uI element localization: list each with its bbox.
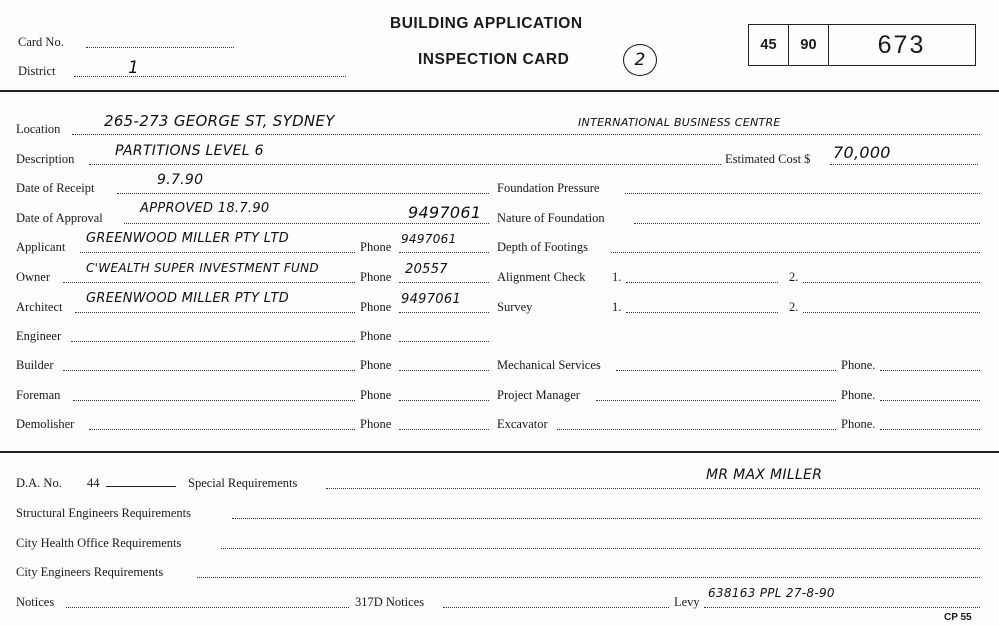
excavator-phone-label: Phone. xyxy=(841,417,876,431)
owner-label: Owner xyxy=(16,270,51,284)
architect-label: Architect xyxy=(16,300,63,314)
architect-phone-field[interactable] xyxy=(399,312,489,313)
levy-label: Levy xyxy=(674,595,700,609)
alignment-check-1-field[interactable] xyxy=(626,282,778,283)
mechanical-services-phone-label: Phone. xyxy=(841,358,876,372)
da-no-line xyxy=(106,486,176,487)
nature-of-foundation-label: Nature of Foundation xyxy=(497,211,605,225)
owner-phone-field[interactable] xyxy=(399,282,489,283)
project-manager-phone-label: Phone. xyxy=(841,388,876,402)
applicant-label: Applicant xyxy=(16,240,66,254)
divider-top xyxy=(0,90,999,92)
survey-2-field[interactable] xyxy=(803,312,980,313)
owner-phone: 20557 xyxy=(405,262,448,277)
location-label: Location xyxy=(16,122,61,136)
city-engineers-field[interactable] xyxy=(197,577,980,578)
survey-1-field[interactable] xyxy=(626,312,778,313)
depth-of-footings-field[interactable] xyxy=(611,252,980,253)
project-manager-phone-field[interactable] xyxy=(880,400,980,401)
excavator-phone-field[interactable] xyxy=(880,429,980,430)
date-of-approval-extra: 9497061 xyxy=(408,203,482,222)
mechanical-services-field[interactable] xyxy=(616,370,836,371)
card-no-label: Card No. xyxy=(18,35,64,49)
da-no-label: D.A. No. xyxy=(16,476,62,490)
owner-phone-label: Phone xyxy=(360,270,392,284)
structural-engineers-field[interactable] xyxy=(232,518,980,519)
architect-value: GREENWOOD MILLER PTY LTD xyxy=(86,291,289,306)
engineer-label: Engineer xyxy=(16,329,62,343)
levy-value: 638163 PPL 27-8-90 xyxy=(708,586,835,600)
applicant-value: GREENWOOD MILLER PTY LTD xyxy=(86,231,289,246)
applicant-phone: 9497061 xyxy=(401,232,457,246)
reference-box xyxy=(748,24,976,66)
applicant-field[interactable] xyxy=(80,252,355,253)
description-label: Description xyxy=(16,152,75,166)
applicant-phone-label: Phone xyxy=(360,240,392,254)
ref-cell-1: 45 xyxy=(749,25,789,65)
engineer-phone-label: Phone xyxy=(360,329,392,343)
ref-cell-3: 673 xyxy=(877,30,926,59)
location-field[interactable] xyxy=(72,134,980,135)
city-health-label: City Health Office Requirements xyxy=(16,536,182,550)
levy-field[interactable] xyxy=(704,607,980,608)
foundation-pressure-field[interactable] xyxy=(625,193,980,194)
architect-field[interactable] xyxy=(75,312,355,313)
circled-number-text: 2 xyxy=(634,50,646,70)
foundation-pressure-label: Foundation Pressure xyxy=(497,181,600,195)
excavator-field[interactable] xyxy=(557,429,836,430)
demolisher-phone-label: Phone xyxy=(360,417,392,431)
district-field[interactable] xyxy=(74,76,346,77)
foreman-phone-field[interactable] xyxy=(399,400,489,401)
title-line1: BUILDING APPLICATION xyxy=(390,15,583,32)
demolisher-label: Demolisher xyxy=(16,417,75,431)
special-requirements-field[interactable] xyxy=(326,488,980,489)
city-health-field[interactable] xyxy=(221,548,980,549)
district-value: 1 xyxy=(128,58,140,78)
location-value: 265-273 GEORGE ST, SYDNEY xyxy=(104,112,335,130)
builder-label: Builder xyxy=(16,358,54,372)
mechanical-services-label: Mechanical Services xyxy=(497,358,601,372)
317d-notices-label: 317D Notices xyxy=(355,595,425,609)
circled-number xyxy=(623,44,657,76)
city-engineers-label: City Engineers Requirements xyxy=(16,565,164,579)
location-note: INTERNATIONAL BUSINESS CENTRE xyxy=(578,116,781,129)
alignment-check-label: Alignment Check xyxy=(497,270,586,284)
alignment-check-2-label: 2. xyxy=(789,270,799,284)
alignment-check-1-label: 1. xyxy=(612,270,622,284)
date-of-receipt-label: Date of Receipt xyxy=(16,181,95,195)
builder-phone-label: Phone xyxy=(360,358,392,372)
estimated-cost-label: Estimated Cost $ xyxy=(725,152,811,166)
builder-phone-field[interactable] xyxy=(399,370,489,371)
nature-of-foundation-field[interactable] xyxy=(634,223,980,224)
mechanical-services-phone-field[interactable] xyxy=(880,370,980,371)
project-manager-field[interactable] xyxy=(596,400,836,401)
foreman-field[interactable] xyxy=(73,400,355,401)
date-of-approval-label: Date of Approval xyxy=(16,211,103,225)
date-of-approval-field[interactable] xyxy=(124,223,489,224)
owner-field[interactable] xyxy=(63,282,355,283)
notices-field[interactable] xyxy=(66,607,349,608)
notices-label: Notices xyxy=(16,595,55,609)
survey-1-label: 1. xyxy=(612,300,622,314)
excavator-label: Excavator xyxy=(497,417,548,431)
description-value: PARTITIONS LEVEL 6 xyxy=(115,143,264,159)
depth-of-footings-label: Depth of Footings xyxy=(497,240,588,254)
owner-value: C'WEALTH SUPER INVESTMENT FUND xyxy=(86,261,319,275)
foreman-phone-label: Phone xyxy=(360,388,392,402)
alignment-check-2-field[interactable] xyxy=(803,282,980,283)
ref-cell-2: 90 xyxy=(789,25,829,65)
district-label: District xyxy=(18,64,56,78)
builder-field[interactable] xyxy=(63,370,355,371)
structural-engineers-label: Structural Engineers Requirements xyxy=(16,506,191,520)
date-of-approval-value: APPROVED 18.7.90 xyxy=(140,201,270,216)
card-no-field[interactable] xyxy=(86,47,234,48)
estimated-cost-field[interactable] xyxy=(830,164,978,165)
description-field[interactable] xyxy=(89,164,721,165)
architect-phone: 9497061 xyxy=(401,292,461,307)
317d-notices-field[interactable] xyxy=(443,607,669,608)
date-of-receipt-field[interactable] xyxy=(117,193,489,194)
da-no-value: 44 xyxy=(87,476,100,490)
engineer-phone-field[interactable] xyxy=(399,341,489,342)
demolisher-field[interactable] xyxy=(89,429,355,430)
divider-middle xyxy=(0,451,999,453)
demolisher-phone-field[interactable] xyxy=(399,429,489,430)
architect-phone-label: Phone xyxy=(360,300,392,314)
foreman-label: Foreman xyxy=(16,388,61,402)
applicant-phone-field[interactable] xyxy=(399,252,489,253)
date-of-receipt-value: 9.7.90 xyxy=(157,172,204,188)
project-manager-label: Project Manager xyxy=(497,388,580,402)
special-requirements-value: MR MAX MILLER xyxy=(706,467,823,483)
estimated-cost-value: 70,000 xyxy=(833,143,891,162)
survey-label: Survey xyxy=(497,300,533,314)
special-requirements-label: Special Requirements xyxy=(188,476,298,490)
engineer-field[interactable] xyxy=(71,341,355,342)
form-code: CP 55 xyxy=(944,612,972,623)
survey-2-label: 2. xyxy=(789,300,799,314)
title-line2: INSPECTION CARD xyxy=(418,51,570,68)
